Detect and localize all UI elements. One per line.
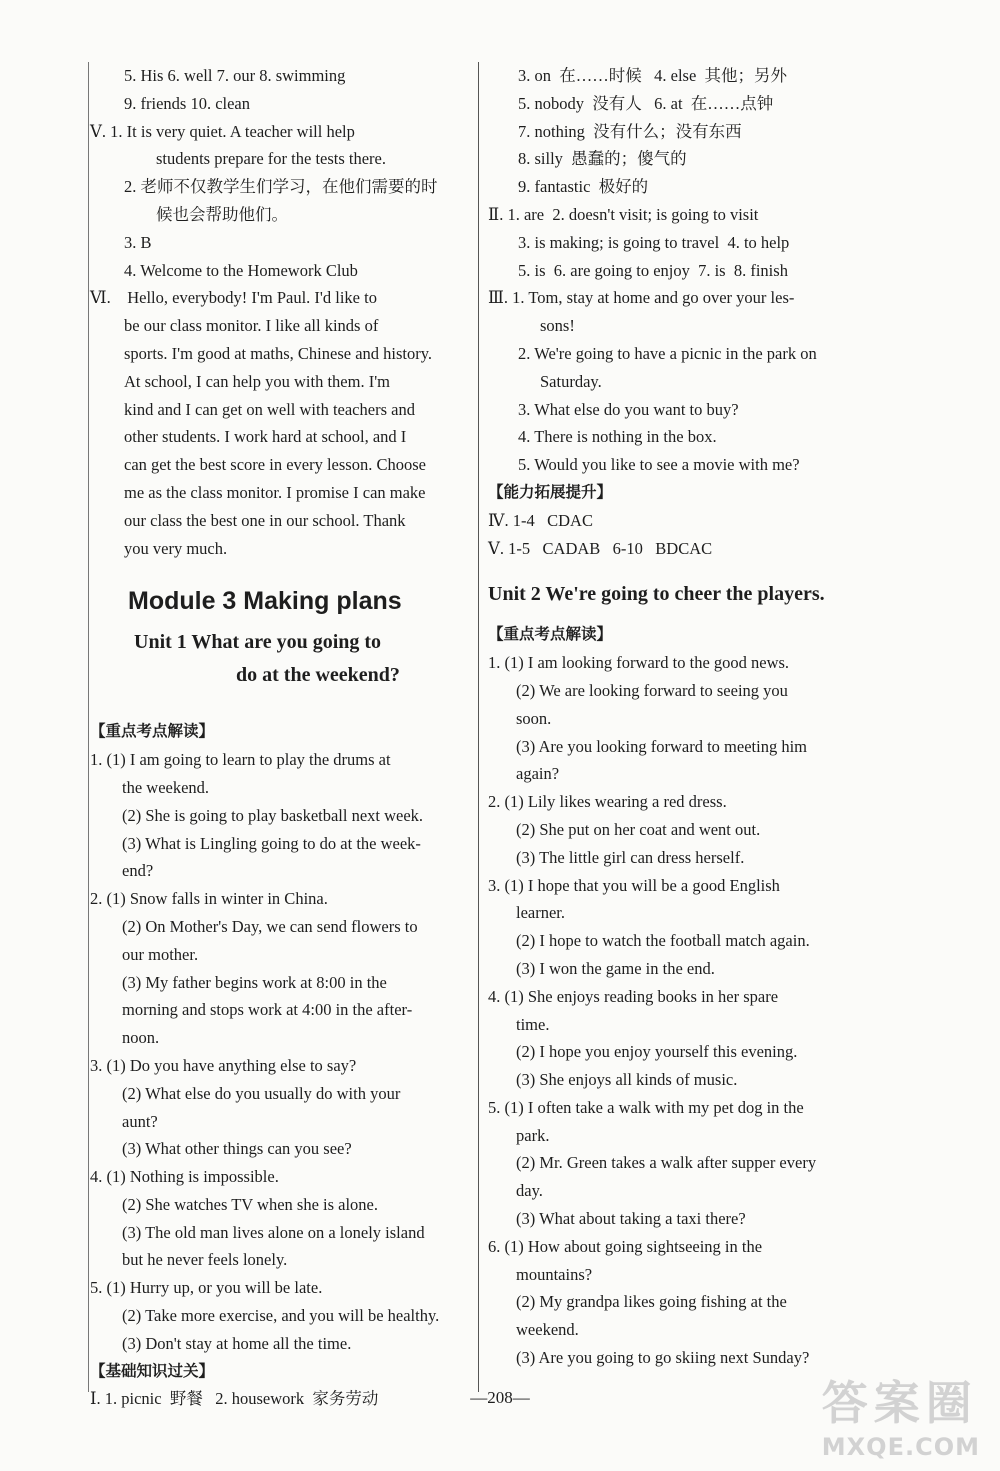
key-point-line: 3. (1) I hope that you will be a good English xyxy=(488,875,780,895)
answer-line: 3. What else do you want to buy? xyxy=(518,399,739,419)
essay-line: you very much. xyxy=(124,538,228,558)
vocab-answers xyxy=(488,62,873,201)
key-point-line: (3) What about taking a taxi there? xyxy=(516,1209,746,1229)
key-point-line: (2) We are looking forward to seeing you xyxy=(516,680,788,700)
key-points-list xyxy=(488,649,873,1372)
ability-line: Ⅳ. 1-4 CDAC xyxy=(488,510,593,530)
answer-line: 7. nothing 没有什么；没有东西 xyxy=(518,121,742,141)
key-point-line: 2. (1) Snow falls in winter in China. xyxy=(90,889,328,909)
unit1-title xyxy=(90,626,475,692)
essay-line: can get the best score in every lesson. Choose xyxy=(124,455,426,475)
key-point-line: 5. (1) I often take a walk with my pet dog in the xyxy=(488,1097,804,1117)
answer-line: Ⅱ. 1. are 2. doesn't visit; is going to visit xyxy=(488,204,759,224)
key-point-line: park. xyxy=(516,1125,550,1145)
key-point-line: (2) My grandpa likes going fishing at the xyxy=(516,1292,787,1312)
key-point-line: (3) What is Lingling going to do at the week- xyxy=(122,833,421,853)
answer-line: 5. is 6. are going to enjoy 7. is 8. finish xyxy=(518,260,788,280)
key-point-line: 1. (1) I am going to learn to play the drums at xyxy=(90,750,391,770)
key-point-line: morning and stops work at 4:00 in the after- xyxy=(122,1000,413,1020)
key-point-line: (3) Don't stay at home all the time. xyxy=(122,1333,352,1353)
key-point-line: the weekend. xyxy=(122,777,210,797)
answer-line: Saturday. xyxy=(540,371,602,391)
ability-header: 【能力拓展提升】 xyxy=(488,482,613,501)
answer-line: 5. Would you like to see a movie with me? xyxy=(518,455,800,475)
column-divider xyxy=(478,62,479,1392)
key-point-line: (3) I won the game in the end. xyxy=(516,958,715,978)
key-point-line: (2) She put on her coat and went out. xyxy=(516,819,761,839)
answer-line: 候也会帮助他们。 xyxy=(156,204,288,224)
answer-line: 2. 老师不仅教学生们学习，在他们需要的时 xyxy=(124,177,438,197)
key-point-line: but he never feels lonely. xyxy=(122,1250,288,1270)
key-point-line: (2) What else do you usually do with your xyxy=(122,1083,401,1103)
key-point-line: (2) Mr. Green takes a walk after supper every xyxy=(516,1153,817,1173)
page-number: —208— xyxy=(470,1388,530,1407)
left-column xyxy=(90,62,475,1413)
key-point-line: (2) On Mother's Day, we can send flowers to xyxy=(122,916,418,936)
watermark xyxy=(822,1367,980,1461)
key-point-line: aunt? xyxy=(122,1111,158,1131)
key-point-line: 5. (1) Hurry up, or you will be late. xyxy=(90,1278,323,1298)
essay-line: me as the class monitor. I promise I can make xyxy=(124,482,426,502)
key-point-line: (2) I hope to watch the football match again. xyxy=(516,931,810,951)
key-point-line: (2) I hope you enjoy yourself this evening. xyxy=(516,1042,798,1062)
watermark-logo-text: 答案圈 xyxy=(821,1376,978,1430)
key-point-line: time. xyxy=(516,1014,550,1034)
module-title: Module 3 Making plans xyxy=(128,587,402,616)
key-point-line: noon. xyxy=(122,1028,160,1048)
key-point-line: (3) The old man lives alone on a lonely island xyxy=(122,1222,425,1242)
key-point-line: again? xyxy=(516,764,560,784)
key-point-line: 2. (1) Lily likes wearing a red dress. xyxy=(488,792,727,812)
section-2 xyxy=(488,201,873,284)
essay-line: our class the best one in our school. Thank xyxy=(124,510,406,530)
top-answers xyxy=(90,62,475,118)
answer-line: 5. nobody 没有人 6. at 在……点钟 xyxy=(518,93,774,113)
answer-line: 4. Welcome to the Homework Club xyxy=(124,260,358,280)
answer-line: 4. There is nothing in the box. xyxy=(518,427,717,447)
key-point-line: 4. (1) She enjoys reading books in her spare xyxy=(488,986,779,1006)
watermark-url: MXQE.COM xyxy=(821,1433,980,1461)
essay-line: other students. I work hard at school, and I xyxy=(124,427,407,447)
key-points-header: 【重点考点解读】 xyxy=(90,722,215,741)
key-point-line: learner. xyxy=(516,903,566,923)
key-point-line: (3) Are you going to go skiing next Sunday? xyxy=(516,1348,810,1368)
essay-line: be our class monitor. I like all kinds of xyxy=(124,316,379,336)
key-points-header: 【重点考点解读】 xyxy=(488,625,613,644)
left-margin-rule xyxy=(88,62,89,1392)
ability-line: Ⅴ. 1-5 CADAB 6-10 BDCAC xyxy=(488,538,713,558)
key-point-line: (3) What other things can you see? xyxy=(122,1139,352,1159)
basic-knowledge-header: 【基础知识过关】 xyxy=(90,1361,215,1380)
unit1-title-line1: Unit 1 What are you going to xyxy=(134,631,382,654)
key-point-line: (3) The little girl can dress herself. xyxy=(516,847,745,867)
unit1-title-line2: do at the weekend? xyxy=(236,664,400,687)
answer-line: students prepare for the tests there. xyxy=(156,149,387,169)
answer-line: 3. B xyxy=(124,232,152,252)
answer-line: 3. on 在……时候 4. else 其他；另外 xyxy=(518,66,788,85)
answer-line: Ⅲ. 1. Tom, stay at home and go over your les- xyxy=(488,288,795,308)
key-point-line: 3. (1) Do you have anything else to say? xyxy=(90,1055,357,1075)
essay-line: At school, I can help you with them. I'm xyxy=(124,371,391,391)
essay-line: Ⅵ. Hello, everybody! I'm Paul. I'd like to xyxy=(90,288,377,308)
key-points-list xyxy=(90,746,475,1358)
key-point-line: 6. (1) How about going sightseeing in the xyxy=(488,1236,763,1256)
key-point-line: (3) Are you looking forward to meeting him xyxy=(516,736,807,756)
key-point-line: (2) She is going to play basketball next week. xyxy=(122,805,424,825)
unit2-title: Unit 2 We're going to cheer the players. xyxy=(488,583,825,606)
key-point-line: (3) My father begins work at 8:00 in the xyxy=(122,972,387,992)
answer-line: 2. We're going to have a picnic in the park on xyxy=(518,343,817,363)
essay-line: kind and I can get on well with teachers and xyxy=(124,399,415,419)
key-point-line: mountains? xyxy=(516,1264,593,1284)
key-point-line: weekend. xyxy=(516,1320,579,1340)
answer-line: 9. fantastic 极好的 xyxy=(518,177,649,197)
answer-line: 5. His 6. well 7. our 8. swimming xyxy=(124,66,346,85)
key-point-line: 4. (1) Nothing is impossible. xyxy=(90,1167,279,1187)
right-column xyxy=(488,62,873,1372)
key-point-line: day. xyxy=(516,1181,543,1201)
key-point-line: end? xyxy=(122,861,154,881)
essay-line: sports. I'm good at maths, Chinese and history. xyxy=(124,343,433,363)
basic-knowledge-line: Ⅰ. 1. picnic 野餐 2. housework 家务劳动 xyxy=(90,1389,379,1409)
key-point-line: soon. xyxy=(516,708,552,728)
answer-line: sons! xyxy=(540,316,575,336)
key-point-line: our mother. xyxy=(122,944,199,964)
answer-line: 3. is making; is going to travel 4. to help xyxy=(518,232,790,252)
section-3 xyxy=(488,284,873,479)
key-point-line: (3) She enjoys all kinds of music. xyxy=(516,1070,738,1090)
answer-line: 8. silly 愚蠢的；傻气的 xyxy=(518,149,687,169)
answer-line: Ⅴ. 1. It is very quiet. A teacher will help xyxy=(90,121,355,141)
key-point-line: 1. (1) I am looking forward to the good news. xyxy=(488,653,790,673)
section-5 xyxy=(90,118,475,285)
answer-line: 9. friends 10. clean xyxy=(124,93,250,113)
key-point-line: (2) Take more exercise, and you will be healthy. xyxy=(122,1306,440,1326)
key-point-line: (2) She watches TV when she is alone. xyxy=(122,1194,378,1214)
section-6-essay xyxy=(90,284,475,562)
